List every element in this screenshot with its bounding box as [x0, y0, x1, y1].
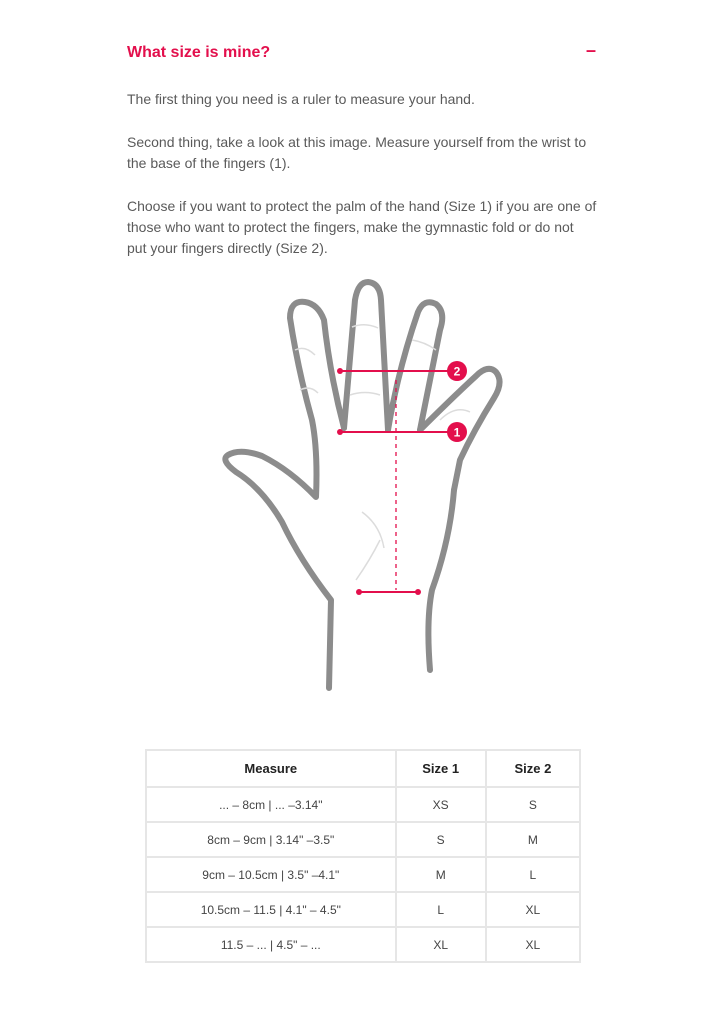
instruction-paragraph-3: Choose if you want to protect the palm of the hand (Size 1) if you are one of those who want to protect the fingers, make the gymnastic fold or do not put your fingers directly (Size 2). [127, 198, 597, 256]
section-title: What size is mine? [127, 44, 271, 61]
header-size-2: Size 2 [486, 750, 580, 787]
size-1-cell: L [396, 892, 486, 927]
marker-2-label: 2 [453, 364, 461, 379]
size-2-cell: XL [486, 927, 580, 962]
section-header[interactable] [127, 40, 599, 70]
measure-cell: ... – 8cm | ... –3.14" [146, 787, 396, 822]
size-2-cell: L [486, 857, 580, 892]
measure-cell: 10.5cm – 11.5 | 4.1" – 4.5" [146, 892, 396, 927]
header-size-1: Size 1 [396, 750, 486, 787]
table-header-row [146, 750, 580, 787]
marker-1-label: 1 [453, 425, 461, 440]
size-table [145, 749, 581, 963]
size-1-cell: M [396, 857, 486, 892]
size-1-cell: S [396, 822, 486, 857]
instruction-paragraph-1: The first thing you need is a ruler to measure your hand. [127, 91, 475, 107]
measure-cell: 11.5 – ... | 4.5" – ... [146, 927, 396, 962]
hand-measurement-diagram [215, 275, 515, 700]
instruction-paragraph-2: Second thing, take a look at this image. Measure yourself from the wrist to the base of the fingers (1). [127, 134, 587, 171]
table-row [146, 857, 580, 892]
measure-cell: 9cm – 10.5cm | 3.5" –4.1" [146, 857, 396, 892]
measure-line-1 [337, 422, 467, 442]
table-row [146, 822, 580, 857]
wrist-measure-line [356, 589, 421, 595]
header-measure: Measure [146, 750, 396, 787]
size-1-cell: XS [396, 787, 486, 822]
size-2-cell: S [486, 787, 580, 822]
table-row [146, 787, 580, 822]
size-2-cell: XL [486, 892, 580, 927]
size-1-cell: XL [396, 927, 486, 962]
table-row [146, 927, 580, 962]
size-2-cell: M [486, 822, 580, 857]
measure-cell: 8cm – 9cm | 3.14" –3.5" [146, 822, 396, 857]
hand-outline [225, 282, 499, 688]
table-row [146, 892, 580, 927]
collapse-icon[interactable]: – [585, 40, 596, 60]
